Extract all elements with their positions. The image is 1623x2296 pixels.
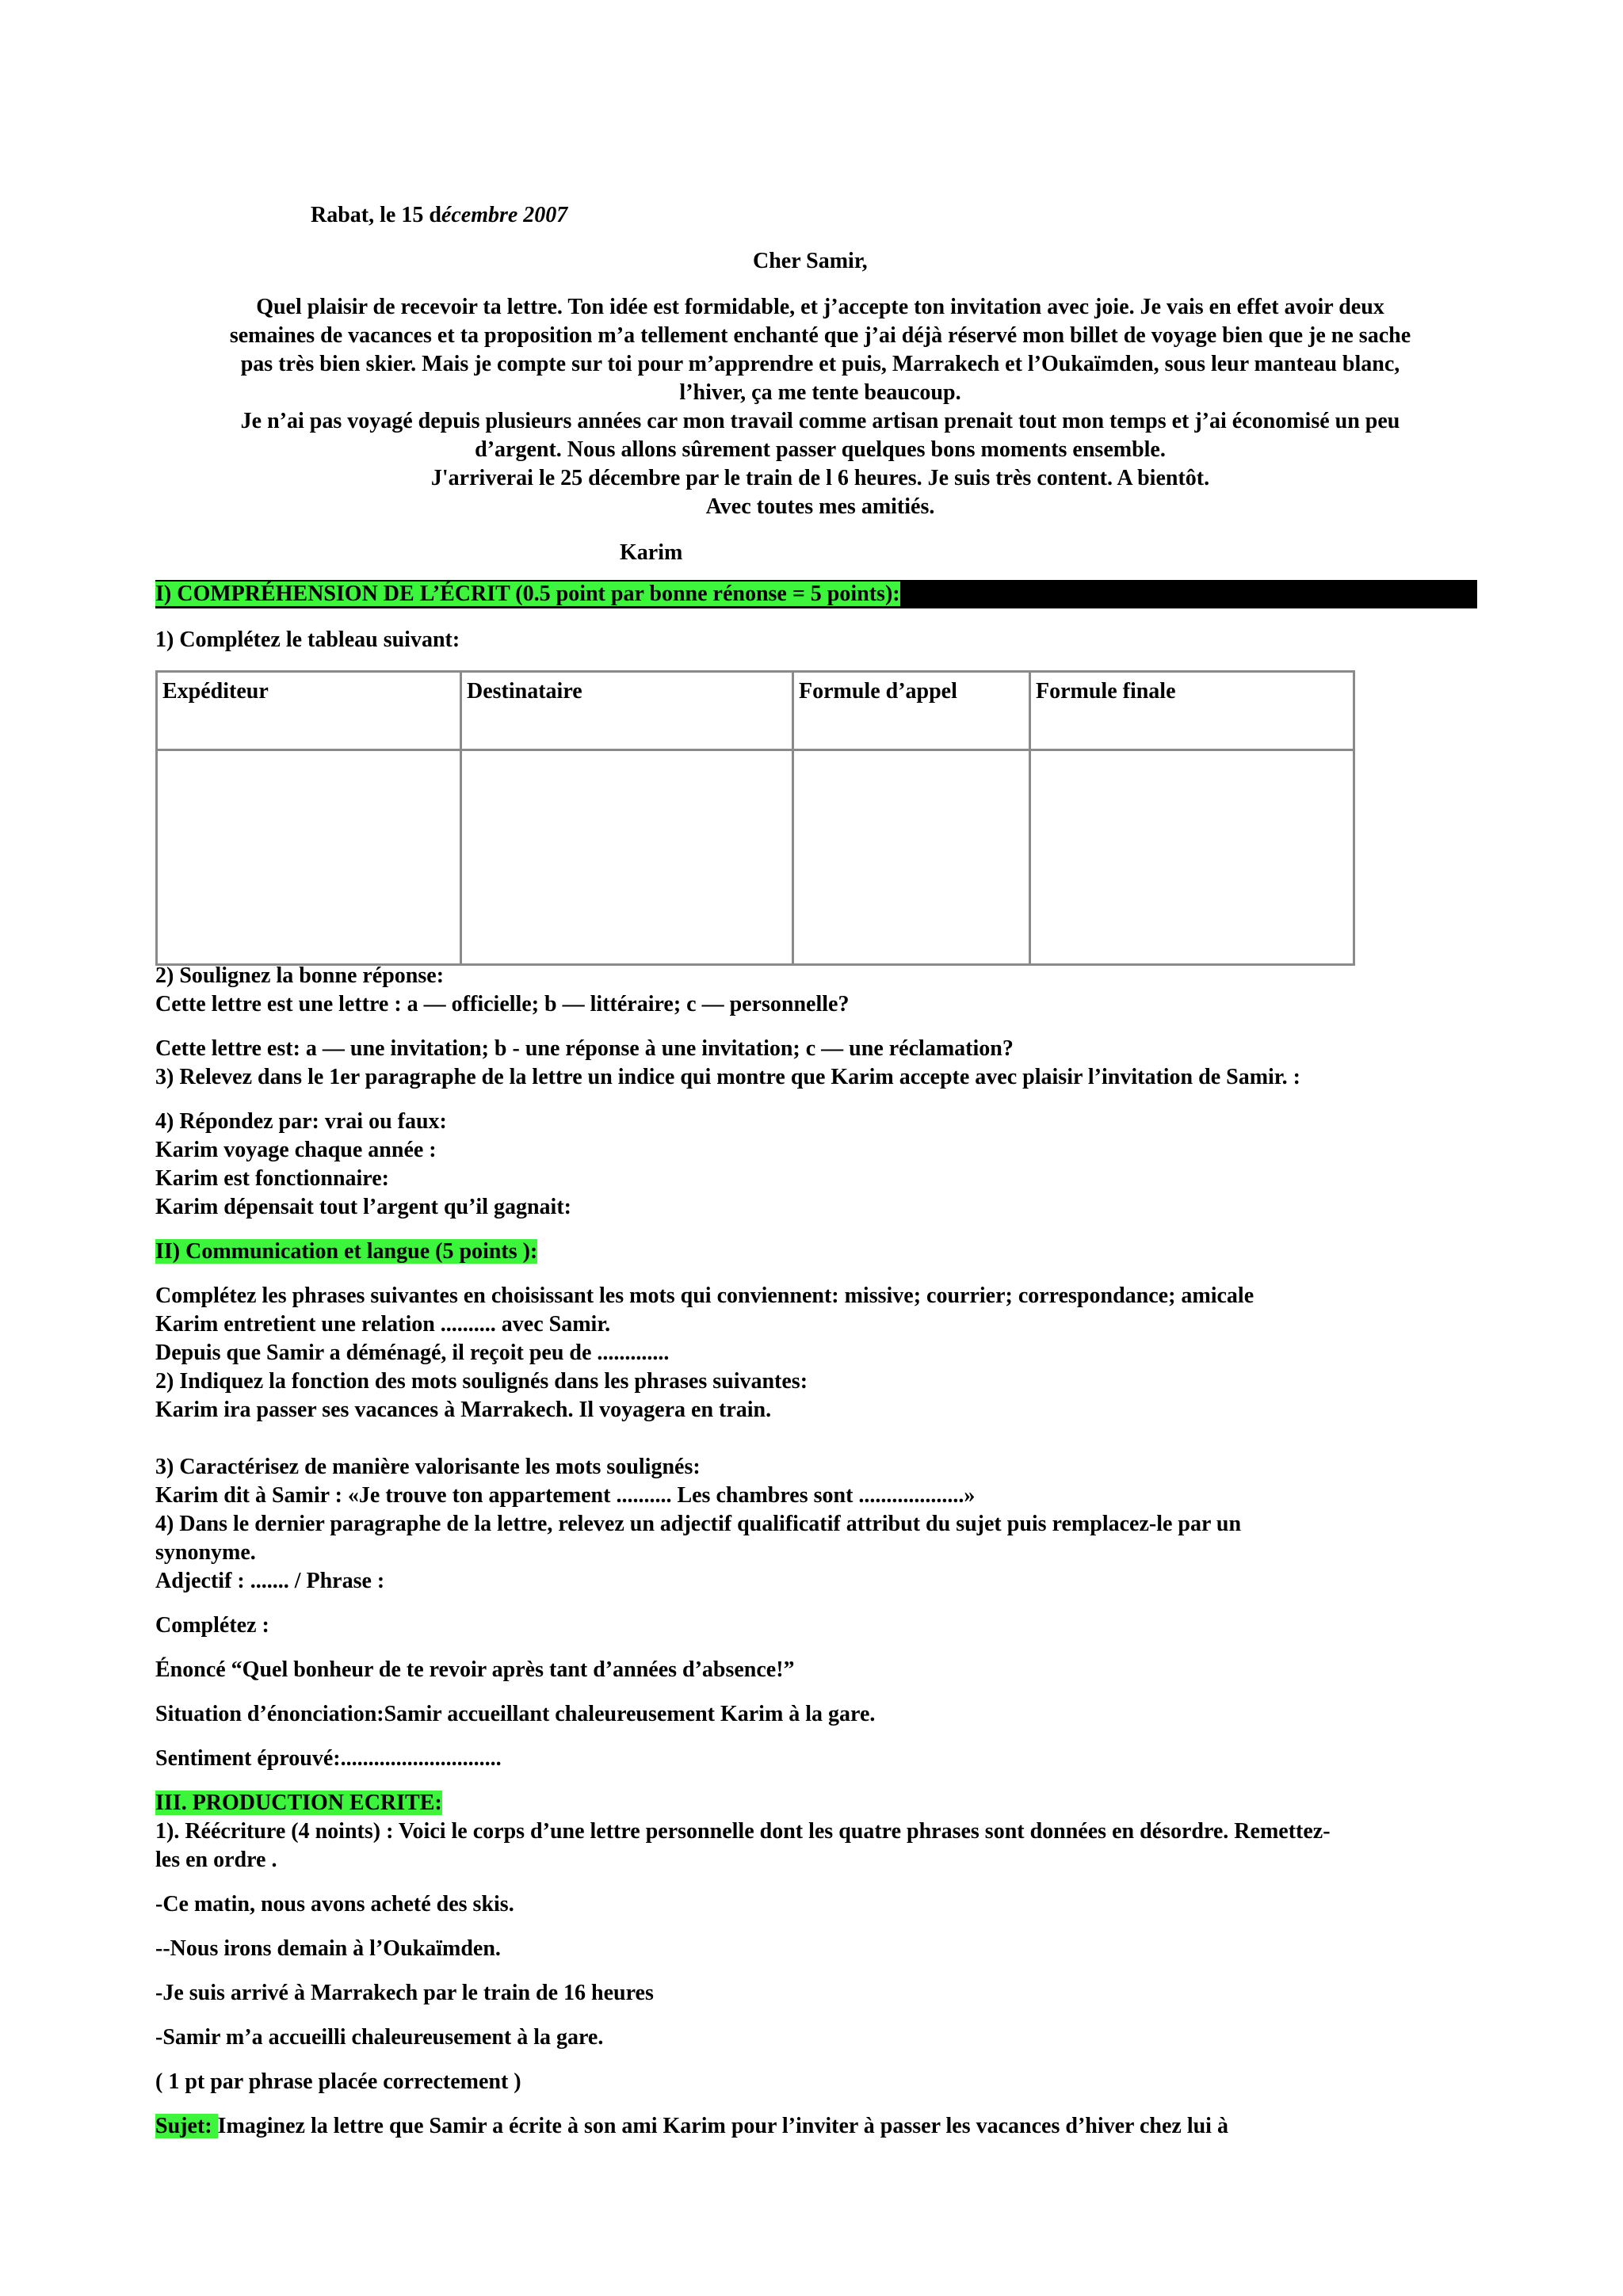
section3-sujet-label: Sujet: [155,2114,218,2138]
section3-line2: les en ordre . [155,1848,277,1872]
answer-table [155,670,1355,966]
section3-sentence2: --Nous irons demain à l’Oukaïmden. [155,1936,501,1961]
section2-line6: 3) Caractérisez de manière valorisante les mots soulignés: [155,1455,701,1479]
section1-heading [155,580,900,608]
section2-line1: Complétez les phrases suivantes en choisissant les mots qui conviennent: missive; courrier; correspondance; amicale [155,1283,1254,1308]
section1-q2b: Cette lettre est: a — une invitation; b - une réponse à une invitation; c — une réclamation? [155,1036,1014,1061]
section1-q1: 1) Complétez le tableau suivant: [155,627,460,652]
table-header-formule-appel: Formule d’appel [793,672,1030,750]
table-cell-formule-appel[interactable] [793,750,1030,965]
section3-sujet [155,2112,1228,2141]
section2-line9: synonyme. [155,1540,256,1565]
letter-para2-line2: d’argent. Nous allons sûrement passer quelques bons moments ensemble. [475,437,1166,462]
letter-date-italic: écembre 2007 [441,203,568,227]
section2-line3: Depuis que Samir a déménagé, il reçoit peu de ............. [155,1341,670,1365]
section2-line13: Situation d’énonciation:Samir accueillant chaleureusement Karim à la gare. [155,1702,876,1726]
letter-para2-line1: Je n’ai pas voyagé depuis plusieurs années car mon travail comme artisan prenait tout mon temps et j’ai économisé un peu [240,409,1400,433]
section3-sentence3: -Je suis arrivé à Marrakech par le train de 16 heures [155,1981,654,2005]
section1-heading-text: I) COMPRÉHENSION DE L’ÉCRIT (0.5 point par bonne rénonse = 5 points): [155,582,900,606]
letter-para1-line3: pas très bien skier. Mais je compte sur toi pour m’apprendre et puis, Marrakech et l’Oukaïmden, sous leur manteau blanc, [240,352,1400,376]
section1-q4c: Karim dépensait tout l’argent qu’il gagnait: [155,1195,571,1219]
table-cell-formule-finale[interactable] [1030,750,1354,965]
section3-sujet-text: Imaginez la lettre que Samir a écrite à son ami Karim pour l’inviter à passer les vacances d’hiver chez lui à [217,2114,1228,2138]
section3-heading [155,1789,442,1817]
section1-q3: 3) Relevez dans le 1er paragraphe de la lettre un indice qui montre que Karim accepte avec plaisir l’invitation de Samir. : [155,1065,1300,1089]
section1-q2a: Cette lettre est une lettre : a — officielle; b — littéraire; c — personnelle? [155,992,850,1016]
table-header-formule-finale: Formule finale [1030,672,1354,750]
section3-sentence1: -Ce matin, nous avons acheté des skis. [155,1892,514,1917]
letter-signature: Karim [620,540,683,565]
letter-para1-line1: Quel plaisir de recevoir ta lettre. Ton idée est formidable, et j’accepte ton invitation avec joie. Je vais en effet avoir deux [256,295,1384,319]
letter-date [311,201,567,230]
table-header-row [157,672,1354,750]
table-answer-row [157,750,1354,965]
section3-sentence4: -Samir m’a accueilli chaleureusement à la gare. [155,2025,604,2050]
table-cell-destinataire[interactable] [461,750,793,965]
section2-line4: 2) Indiquez la fonction des mots soulignés dans les phrases suivantes: [155,1369,808,1394]
section2-line10: Adjectif : ....... / Phrase : [155,1569,385,1593]
section2-heading-text: II) Communication et langue (5 points ): [155,1239,538,1264]
section1-q2: 2) Soulignez la bonne réponse: [155,963,445,988]
letter-salutation: Cher Samir, [753,249,868,273]
section3-note: ( 1 pt par phrase placée correctement ) [155,2069,521,2094]
letter-closing: Avec toutes mes amitiés. [705,494,935,519]
section2-line5: Karim ira passer ses vacances à Marrakech. Il voyagera en train. [155,1398,772,1422]
letter-para1-line4: l’hiver, ça me tente beaucoup. [679,380,961,405]
table-header-expediteur: Expéditeur [157,672,461,750]
letter-date-prefix: Rabat, le 15 d [311,203,441,227]
letter-para1-line2: semaines de vacances et ta proposition m’a tellement enchanté que j’ai déjà réservé mon billet de voyage bien que je ne sache [229,323,1411,348]
section3-line1: 1). Réécriture (4 noints) : Voici le corps d’une lettre personnelle dont les quatre phrases sont données en désordre. Remettez- [155,1819,1331,1844]
table-cell-expediteur[interactable] [157,750,461,965]
section1-q4: 4) Répondez par: vrai ou faux: [155,1109,447,1134]
section1-q4a: Karim voyage chaque année : [155,1138,437,1162]
section2-heading [155,1238,537,1266]
section2-line8: 4) Dans le dernier paragraphe de la lettre, relevez un adjectif qualificatif attribut du sujet puis remplacez-le par un [155,1512,1242,1536]
letter-arrival: J'arriverai le 25 décembre par le train de l 6 heures. Je suis très content. A bientôt. [430,466,1210,490]
section1-q4b: Karim est fonctionnaire: [155,1166,389,1191]
section3-heading-text: III. PRODUCTION ECRITE: [155,1791,442,1815]
section2-line2: Karim entretient une relation .......... avec Samir. [155,1312,611,1337]
section2-line7: Karim dit à Samir : «Je trouve ton appartement .......... Les chambres sont ...................» [155,1483,976,1508]
section2-line12: Énoncé “Quel bonheur de te revoir après tant d’années d’absence!” [155,1657,795,1682]
section2-line14: Sentiment éprouvé:............................. [155,1746,502,1771]
section2-line11: Complétez : [155,1613,269,1638]
table-header-destinataire: Destinataire [461,672,793,750]
